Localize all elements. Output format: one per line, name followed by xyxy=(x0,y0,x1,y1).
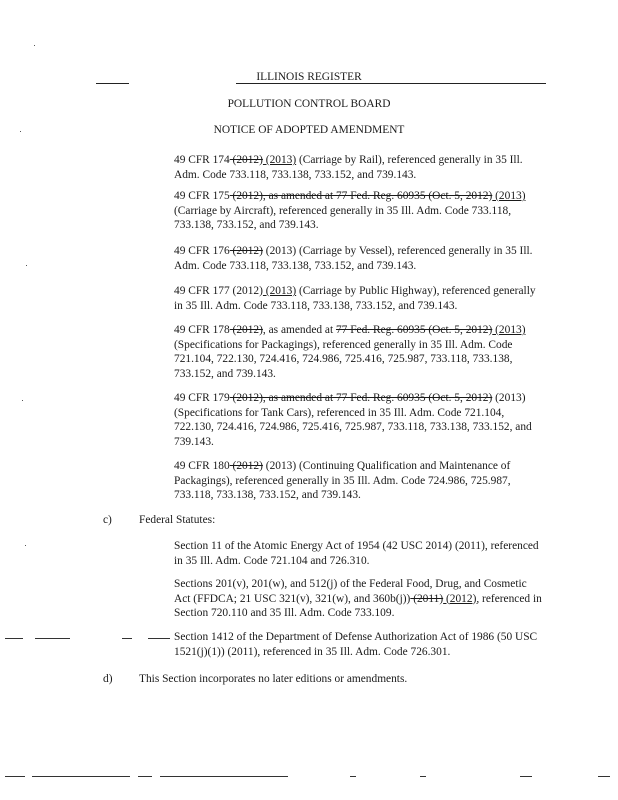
section-d-label: d) xyxy=(103,673,113,685)
footer-dash-3 xyxy=(138,776,152,777)
scan-speck xyxy=(34,45,35,46)
section-c-heading: Federal Statutes: xyxy=(139,514,216,526)
board-title: POLLUTION CONTROL BOARD xyxy=(227,98,391,110)
cfr-entry-174: 49 CFR 174 (2012) (2013) (Carriage by Rail), referenced generally in 35 Ill. Adm. Code 733.118, 733.138, 733.152, and 739.143. xyxy=(174,154,523,181)
notice-title: NOTICE OF ADOPTED AMENDMENT xyxy=(213,124,405,136)
cfr-entry-176: 49 CFR 176 (2012) (2013) (Carriage by Vessel), referenced generally in 35 Ill. Adm. Code 733.118, 733.138, 733.152, and 739.143. xyxy=(174,245,533,272)
statute-atomic-energy: Section 11 of the Atomic Energy Act of 1954 (42 USC 2014) (2011), referenced in 35 Ill. Adm. Code 721.104 and 726.310. xyxy=(174,540,539,567)
cfr-entry-178: 49 CFR 178 (2012), as amended at 77 Fed. Reg. 60935 (Oct. 5, 2012) (2013) (Specifications for Packagings), referenced generally in 35 Ill. Adm. Code 721.104, 722.130, 724.416, 724.986, 725.416, 725.987, 733.118, 733.138, 733.152, and 739.143. xyxy=(174,324,526,380)
scan-speck xyxy=(25,545,26,546)
scan-speck xyxy=(20,131,21,132)
footer-dash-5 xyxy=(350,776,356,777)
statute-defense-authorization: Section 1412 of the Department of Defense Authorization Act of 1986 (50 USC 1521(j)(1)) (2011), referenced in 35 Ill. Adm. Code 726.301. xyxy=(174,631,538,658)
margin-dash-left-2 xyxy=(35,638,70,639)
footer-dash-6 xyxy=(420,776,426,777)
scan-speck xyxy=(22,400,23,401)
footer-dash-4 xyxy=(160,776,288,777)
footer-dash-7 xyxy=(520,776,532,777)
footer-dash-1 xyxy=(5,776,25,777)
margin-dash-left-4 xyxy=(148,638,170,639)
cfr-entry-180: 49 CFR 180 (2012) (2013) (Continuing Qualification and Maintenance of Packagings), referenced generally in 35 Ill. Adm. Code 724.986, 725.987, 733.118, 733.138, 733.152, and 739.143. xyxy=(174,460,511,501)
cfr-entry-177: 49 CFR 177 (2012) (2013) (Carriage by Public Highway), referenced generally in 35 Ill. Adm. Code 733.118, 733.138, 733.152, and 739.143. xyxy=(174,285,536,312)
section-c-label: c) xyxy=(103,514,112,526)
header-rule-short xyxy=(96,83,129,84)
footer-dash-8 xyxy=(598,776,610,777)
footer-dash-2 xyxy=(32,776,130,777)
statute-ffdca: Sections 201(v), 201(w), and 512(j) of the Federal Food, Drug, and Cosmetic Act (FFDCA; 21 USC 321(v), 321(w), and 360b(j)) (2011) (2012), referenced in Section 720.110 and 35 Ill. Adm. Code 733.109. xyxy=(174,578,542,619)
cfr-entry-175: 49 CFR 175 (2012), as amended at 77 Fed. Reg. 60935 (Oct. 5, 2012) (2013) (Carriage by Aircraft), referenced generally in 35 Ill. Adm. Code 733.118, 733.138, 733.152, and 739.143. xyxy=(174,190,526,231)
register-title: ILLINOIS REGISTER xyxy=(256,71,362,83)
margin-dash-left-3 xyxy=(122,638,132,639)
margin-dash-left xyxy=(5,638,23,639)
scan-speck xyxy=(26,265,27,266)
section-d-text: This Section incorporates no later editions or amendments. xyxy=(139,673,408,685)
cfr-entry-179: 49 CFR 179 (2012), as amended at 77 Fed. Reg. 60935 (Oct. 5, 2012) (2013) (Specifications for Tank Cars), referenced in 35 Ill. Adm. Code 721.104, 722.130, 724.416, 724.986, 725.416, 725.987, 733.118, 733.138, 733.152, and 739.143. xyxy=(174,392,532,448)
